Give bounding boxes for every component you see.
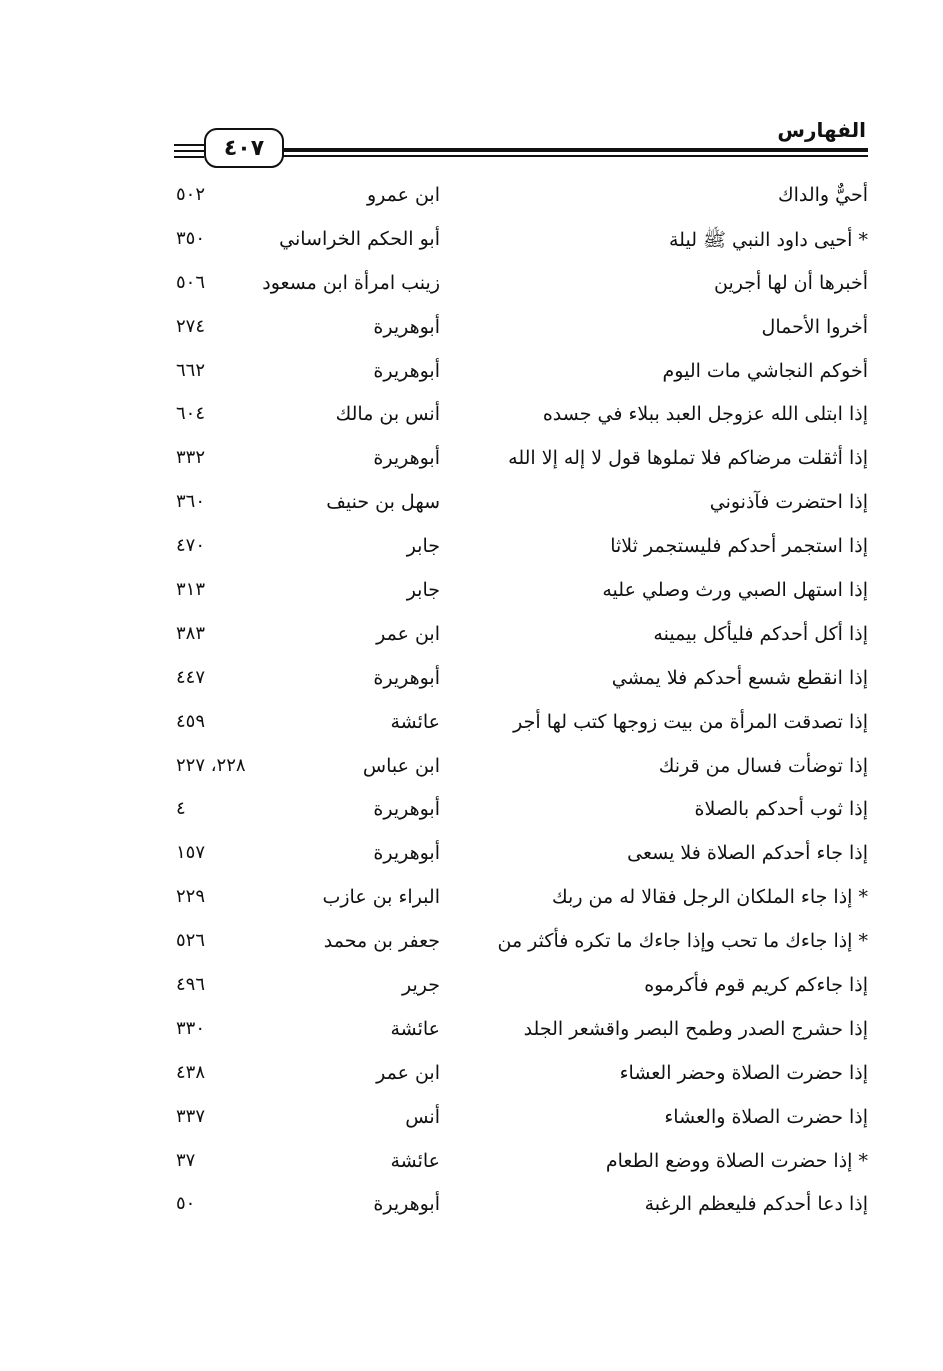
entry-narrator: جعفر بن محمد [323,930,440,953]
entry-narrator: عائشة [390,1017,440,1040]
entry-narrator: زينب امرأة ابن مسعود [262,271,440,294]
page-number-box [204,128,284,168]
entry-text: إذا تصدقت المرأة من بيت زوجها كتب لها أجر [513,710,868,733]
entry-narrator: أنس [405,1105,440,1128]
index-row [170,481,870,525]
entry-text: إذا ابتلى الله عزوجل العبد ببلاء في جسده [542,403,868,426]
index-row [170,306,870,350]
entry-narrator: عائشة [390,710,440,733]
entry-text: إذا حضرت الصلاة والعشاء [664,1105,868,1128]
entry-text: إذا أكل أحدكم فليأكل بيمينه [653,622,868,645]
entry-pages: ٥٢٦ [176,930,206,952]
entry-text: إذا احتضرت فآذنوني [709,491,868,514]
entry-pages: ٣٦٠ [176,491,206,513]
entry-text: إذا حضرت الصلاة وحضر العشاء [619,1061,868,1084]
entry-narrator: جابر [406,535,440,558]
index-row [170,613,870,657]
entry-pages: ٣٣٧ [176,1105,206,1127]
entry-text: * إذا جاءك ما تحب وإذا جاءك ما تكره فأكثر من [497,930,868,953]
entry-text: إذا جاء أحدكم الصلاة فلا يسعى [627,842,868,865]
entry-pages: ٤٣٨ [176,1061,206,1083]
index-row [170,832,870,876]
entry-pages: ٥٠٦ [176,271,206,293]
entry-narrator: أبو الحكم الخراساني [279,227,440,250]
header-rule-thick [280,148,868,152]
entry-pages: ٣٧ [176,1149,196,1171]
entry-narrator: أبوهريرة [373,798,440,821]
entry-pages: ٤٥٩ [176,710,206,732]
header-rule-left-top [174,144,204,146]
page-number: ٤٠٧ [223,135,265,161]
entry-text: * إذا حضرت الصلاة ووضع الطعام [605,1149,868,1172]
header-rule-left-bottom [174,156,204,158]
entry-pages: ٤٩٦ [176,974,206,996]
entry-text: * أحيى داود النبي ﷺ ليلة [669,228,868,251]
entry-narrator: أبوهريرة [373,666,440,689]
entry-narrator: ابن عمرو [366,184,440,206]
entry-text: إذا استهل الصبي ورث وصلي عليه [602,579,868,602]
header-rule-thin [280,155,868,157]
page-header [168,118,868,174]
entry-narrator: ابن عباس [362,754,440,777]
index-table [170,174,870,1227]
entry-pages: ٤٧٠ [176,535,206,557]
entry-pages: ٤ [176,798,186,820]
entry-narrator: أبوهريرة [373,447,440,470]
entry-pages: ٣٨٣ [176,622,206,644]
index-row [170,174,870,218]
entry-text: إذا جاءكم كريم قوم فأكرموه [644,974,868,997]
entry-narrator: أبوهريرة [373,359,440,382]
entry-pages: ٣٣٠ [176,1017,206,1039]
entry-pages: ٣٣٢ [176,447,206,469]
entry-text: إذا توضأت فسال من قرنك [658,754,868,777]
header-rule-left-middle [174,150,204,152]
index-row [170,262,870,306]
entry-narrator: ابن عمر [376,622,440,645]
entry-pages: ٤٤٧ [176,666,206,688]
index-row [170,350,870,394]
index-row [170,745,870,789]
entry-narrator: عائشة [390,1149,440,1172]
index-row [170,1052,870,1096]
entry-narrator: جابر [406,579,440,602]
entry-narrator: سهل بن حنيف [326,491,440,514]
entry-text: إذا استجمر أحدكم فليستجمر ثلاثا [610,535,868,558]
entry-pages: ٦٠٤ [176,403,206,425]
entry-pages: ٢٢٨، ٢٢٧ [176,754,246,776]
index-row [170,218,870,262]
index-row [170,876,870,920]
entry-pages: ٥٠٢ [176,184,206,205]
entry-pages: ٣٥٠ [176,227,206,249]
entry-pages: ٥٠ [176,1193,196,1215]
index-row [170,1096,870,1140]
entry-narrator: جرير [402,974,440,997]
page-title: الفهارس [777,118,866,142]
entry-narrator: البراء بن عازب [322,886,440,909]
index-row [170,657,870,701]
entry-pages: ٢٧٤ [176,315,206,337]
entry-text: إذا أثقلت مرضاكم فلا تملوها قول لا إله إلا الله [508,447,868,470]
index-row [170,1008,870,1052]
index-row [170,788,870,832]
entry-pages: ٢٢٩ [176,886,206,908]
entry-text: أخبرها أن لها أجرين [714,271,868,294]
index-row [170,701,870,745]
entry-text: إذا دعا أحدكم فليعظم الرغبة [644,1193,868,1216]
entry-text: أخوكم النجاشي مات اليوم [662,359,868,382]
entry-narrator: أبوهريرة [373,842,440,865]
entry-narrator: أنس بن مالك [335,403,440,426]
index-row [170,525,870,569]
index-row [170,920,870,964]
entry-pages: ٦٦٢ [176,359,206,381]
index-row [170,1183,870,1227]
entry-pages: ٣١٣ [176,579,206,601]
entry-text: أخروا الأحمال [761,315,868,338]
entry-narrator: ابن عمر [376,1061,440,1084]
entry-narrator: أبوهريرة [373,1193,440,1216]
entry-text: إذا حشرج الصدر وطمح البصر واقشعر الجلد [523,1017,868,1040]
index-row [170,393,870,437]
index-row [170,1140,870,1184]
index-row [170,437,870,481]
index-row [170,964,870,1008]
entry-text: * إذا جاء الملكان الرجل فقالا له من ربك [552,886,868,909]
entry-pages: ١٥٧ [176,842,206,864]
entry-text: أحيٌّ والداك [777,184,868,206]
index-row [170,569,870,613]
entry-text: إذا انقطع شسع أحدكم فلا يمشي [611,666,868,689]
entry-narrator: أبوهريرة [373,315,440,338]
entry-text: إذا ثوب أحدكم بالصلاة [694,798,868,821]
